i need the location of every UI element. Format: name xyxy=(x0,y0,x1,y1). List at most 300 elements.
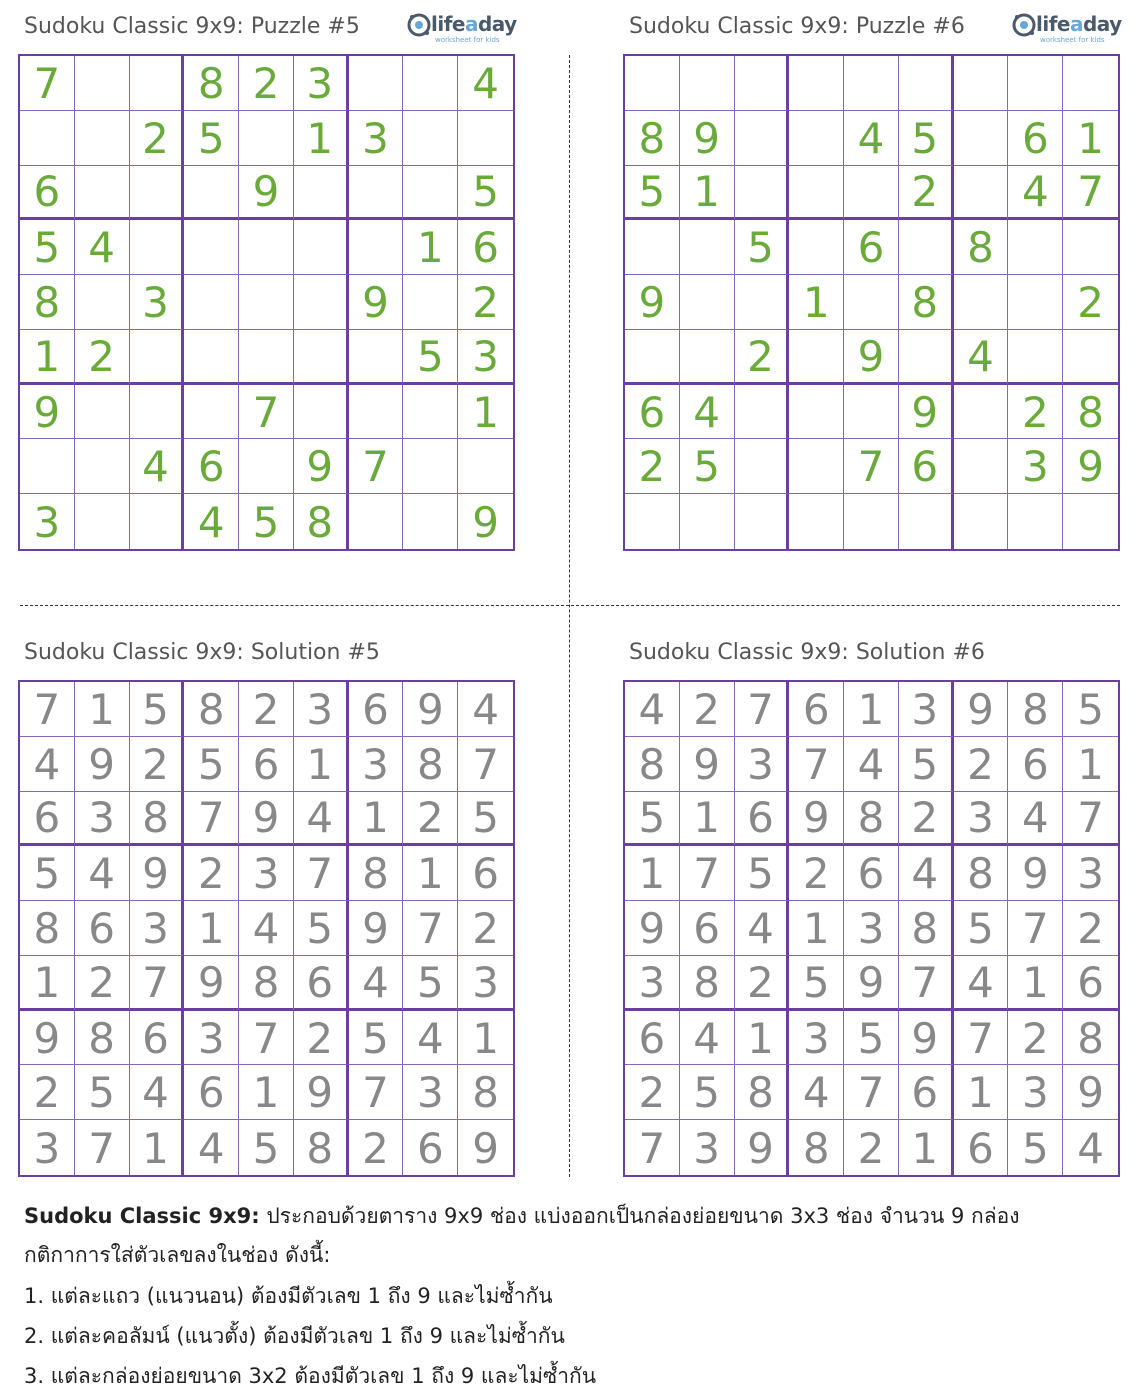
sudoku-cell xyxy=(735,275,790,330)
sudoku-cell: 8 xyxy=(184,56,239,111)
sudoku-cell: 2 xyxy=(294,1011,349,1066)
sudoku-cell: 4 xyxy=(789,1065,844,1120)
logo-tagline: worksheet for kids xyxy=(1040,36,1105,44)
sudoku-cell xyxy=(239,220,294,275)
sudoku-cell: 7 xyxy=(625,1120,680,1175)
sudoku-cell xyxy=(789,56,844,111)
sudoku-cell: 5 xyxy=(20,220,75,275)
sudoku-cell: 5 xyxy=(349,1011,404,1066)
sudoku-cell: 8 xyxy=(789,1120,844,1175)
sudoku-cell: 3 xyxy=(184,1011,239,1066)
sudoku-cell: 5 xyxy=(184,111,239,166)
sudoku-cell: 5 xyxy=(403,330,458,385)
sudoku-cell xyxy=(403,56,458,111)
sudoku-cell: 9 xyxy=(20,1011,75,1066)
sudoku-cell: 1 xyxy=(1063,737,1118,792)
description-heading: Sudoku Classic 9x9: xyxy=(24,1204,260,1228)
sudoku-cell: 1 xyxy=(680,166,735,221)
sudoku-cell xyxy=(130,330,185,385)
sudoku-cell: 7 xyxy=(349,439,404,494)
sudoku-cell: 1 xyxy=(239,1065,294,1120)
sudoku-cell xyxy=(1063,330,1118,385)
sudoku-cell: 9 xyxy=(789,792,844,847)
sudoku-cell: 9 xyxy=(680,111,735,166)
sudoku-cell: 1 xyxy=(75,682,130,737)
sudoku-cell xyxy=(1008,330,1063,385)
sudoku-cell: 9 xyxy=(472,497,499,547)
sudoku-cell: 2 xyxy=(954,737,1009,792)
sudoku-cell: 3 xyxy=(458,330,513,385)
sudoku-cell xyxy=(625,330,680,385)
sudoku-cell: 3 xyxy=(130,275,185,330)
sudoku-cell xyxy=(954,56,1009,111)
sudoku-cell: 1 xyxy=(403,846,458,901)
sudoku-cell: 2 xyxy=(20,1065,75,1120)
sudoku-cell: 5 xyxy=(625,792,680,847)
sudoku-cell: 6 xyxy=(899,439,954,494)
sudoku-cell: 2 xyxy=(1008,385,1063,440)
sudoku-cell: 5 xyxy=(184,737,239,792)
sudoku-cell: 9 xyxy=(899,385,954,440)
sudoku-cell xyxy=(789,439,844,494)
sudoku-cell xyxy=(75,385,130,440)
sudoku-cell: 4 xyxy=(844,111,899,166)
solution-6-grid xyxy=(623,680,1120,1177)
sudoku-cell: 7 xyxy=(844,1065,899,1120)
sudoku-cell: 6 xyxy=(75,901,130,956)
sudoku-cell: 1 xyxy=(899,1120,954,1175)
sudoku-cell xyxy=(954,111,1009,166)
sudoku-cell xyxy=(625,56,680,111)
sudoku-cell xyxy=(789,494,844,549)
sudoku-cell: 1 xyxy=(20,330,75,385)
sudoku-cell: 8 xyxy=(403,737,458,792)
sudoku-cell: 4 xyxy=(680,385,735,440)
puzzle-5-grid xyxy=(18,54,515,551)
sudoku-cell: 5 xyxy=(1008,1120,1063,1175)
sudoku-cell: 8 xyxy=(75,1011,130,1066)
sudoku-cell: 4 xyxy=(458,56,513,111)
sudoku-cell: 3 xyxy=(349,111,404,166)
sudoku-cell: 3 xyxy=(789,1011,844,1066)
sudoku-cell: 7 xyxy=(130,956,185,1011)
sudoku-cell: 2 xyxy=(735,956,790,1011)
sudoku-cell xyxy=(403,385,458,440)
sudoku-cell: 4 xyxy=(130,439,185,494)
sudoku-cell: 1 xyxy=(954,1065,1009,1120)
sudoku-cell: 7 xyxy=(844,439,899,494)
sudoku-cell: 3 xyxy=(75,792,130,847)
sudoku-cell: 3 xyxy=(20,1120,75,1175)
sudoku-cell: 8 xyxy=(1063,1011,1118,1066)
sudoku-cell: 6 xyxy=(458,846,513,901)
sudoku-cell xyxy=(899,330,954,385)
solution-6-title: Sudoku Classic 9x9: Solution #6 xyxy=(629,640,985,665)
sudoku-cell xyxy=(294,330,349,385)
sudoku-cell xyxy=(130,166,185,221)
sudoku-cell: 2 xyxy=(349,1120,404,1175)
sudoku-cell: 9 xyxy=(844,956,899,1011)
sudoku-cell xyxy=(294,166,349,221)
sudoku-cell: 6 xyxy=(789,682,844,737)
sudoku-cell: 1 xyxy=(403,220,458,275)
sudoku-cell: 2 xyxy=(75,956,130,1011)
sudoku-cell: 8 xyxy=(239,956,294,1011)
sudoku-cell: 8 xyxy=(20,901,75,956)
sudoku-cell: 8 xyxy=(680,956,735,1011)
sudoku-cell: 6 xyxy=(458,220,513,275)
sudoku-cell: 2 xyxy=(239,682,294,737)
sudoku-cell xyxy=(294,220,349,275)
sudoku-cell: 6 xyxy=(625,385,680,440)
sudoku-cell: 3 xyxy=(20,494,75,549)
sudoku-cell: 7 xyxy=(680,846,735,901)
sudoku-cell xyxy=(1008,494,1063,549)
sudoku-cell: 6 xyxy=(20,166,75,221)
sudoku-cell: 2 xyxy=(625,1065,680,1120)
sudoku-cell xyxy=(1008,275,1063,330)
rule-1: 1. แต่ละแถว (แนวนอน) ต้องมีตัวเลข 1 ถึง 9 และไม่ซ้ำกัน xyxy=(24,1284,553,1308)
sudoku-cell xyxy=(844,166,899,221)
sudoku-cell xyxy=(130,56,185,111)
solution-5-grid xyxy=(18,680,515,1177)
globe-icon xyxy=(407,12,431,38)
sudoku-cell: 4 xyxy=(184,1120,239,1175)
sudoku-cell: 7 xyxy=(954,1011,1009,1066)
sudoku-cell: 1 xyxy=(844,682,899,737)
sudoku-cell: 3 xyxy=(1008,1065,1063,1120)
sudoku-cell: 2 xyxy=(625,439,680,494)
sudoku-cell xyxy=(294,385,349,440)
sudoku-cell: 9 xyxy=(349,275,404,330)
sudoku-cell xyxy=(625,220,680,275)
sudoku-cell: 8 xyxy=(899,901,954,956)
sudoku-cell: 5 xyxy=(294,901,349,956)
sudoku-cell: 5 xyxy=(625,166,680,221)
sudoku-cell: 8 xyxy=(294,494,349,549)
sudoku-cell: 1 xyxy=(458,385,513,440)
sudoku-cell: 1 xyxy=(184,901,239,956)
sudoku-cell: 9 xyxy=(75,737,130,792)
sudoku-cell: 2 xyxy=(1063,901,1118,956)
sudoku-cell: 6 xyxy=(1063,956,1118,1011)
sudoku-cell: 6 xyxy=(349,682,404,737)
sudoku-cell: 9 xyxy=(625,275,680,330)
sudoku-cell: 7 xyxy=(1063,166,1118,221)
sudoku-cell xyxy=(899,494,954,549)
sudoku-cell: 3 xyxy=(130,901,185,956)
sudoku-cell: 9 xyxy=(1063,439,1118,494)
sudoku-cell: 9 xyxy=(625,901,680,956)
sudoku-cell: 1 xyxy=(1063,111,1118,166)
sudoku-cell: 3 xyxy=(349,737,404,792)
sudoku-cell: 9 xyxy=(184,956,239,1011)
sudoku-cell xyxy=(625,494,680,549)
sudoku-cell: 2 xyxy=(899,792,954,847)
sudoku-cell: 6 xyxy=(844,220,899,275)
sudoku-cell: 1 xyxy=(789,275,844,330)
sudoku-cell xyxy=(735,439,790,494)
sudoku-cell xyxy=(239,111,294,166)
sudoku-cell xyxy=(844,494,899,549)
sudoku-cell: 6 xyxy=(184,1065,239,1120)
sudoku-cell xyxy=(1008,56,1063,111)
sudoku-cell xyxy=(458,439,513,494)
sudoku-cell: 4 xyxy=(75,846,130,901)
sudoku-cell: 6 xyxy=(20,792,75,847)
sudoku-cell xyxy=(954,385,1009,440)
sudoku-cell: 2 xyxy=(680,682,735,737)
sudoku-cell xyxy=(735,166,790,221)
lifeaday-logo-2 xyxy=(1012,12,1122,46)
sudoku-cell: 4 xyxy=(1008,792,1063,847)
sudoku-cell xyxy=(1008,220,1063,275)
sudoku-cell: 8 xyxy=(1008,682,1063,737)
sudoku-cell: 4 xyxy=(294,792,349,847)
sudoku-cell: 9 xyxy=(844,330,899,385)
sudoku-cell: 4 xyxy=(403,1011,458,1066)
sudoku-cell: 9 xyxy=(899,1011,954,1066)
sudoku-cell: 5 xyxy=(130,682,185,737)
sudoku-cell: 5 xyxy=(75,1065,130,1120)
sudoku-cell: 8 xyxy=(294,1120,349,1175)
sudoku-cell xyxy=(954,494,1009,549)
lifeaday-logo xyxy=(407,12,517,46)
sudoku-cell xyxy=(403,439,458,494)
sudoku-cell: 9 xyxy=(349,901,404,956)
sudoku-cell xyxy=(130,220,185,275)
sudoku-cell: 9 xyxy=(403,682,458,737)
sudoku-cell: 8 xyxy=(458,1065,513,1120)
sudoku-cell: 2 xyxy=(130,111,185,166)
sudoku-cell: 4 xyxy=(20,737,75,792)
sudoku-cell xyxy=(789,385,844,440)
sudoku-cell: 7 xyxy=(789,737,844,792)
sudoku-cell: 8 xyxy=(844,792,899,847)
sudoku-cell xyxy=(130,494,185,549)
sudoku-cell: 4 xyxy=(844,737,899,792)
sudoku-cell: 7 xyxy=(239,1011,294,1066)
sudoku-cell xyxy=(184,220,239,275)
sudoku-cell: 7 xyxy=(294,846,349,901)
sudoku-cell: 3 xyxy=(1008,439,1063,494)
sudoku-cell xyxy=(20,439,75,494)
sudoku-cell: 5 xyxy=(1063,682,1118,737)
sudoku-cell: 4 xyxy=(1077,1123,1104,1173)
sudoku-cell: 2 xyxy=(1063,275,1118,330)
sudoku-cell xyxy=(184,385,239,440)
sudoku-cell xyxy=(75,275,130,330)
sudoku-cell: 5 xyxy=(680,1065,735,1120)
sudoku-cell: 1 xyxy=(680,792,735,847)
sudoku-cell xyxy=(239,439,294,494)
sudoku-cell: 7 xyxy=(239,385,294,440)
sudoku-cell: 4 xyxy=(239,901,294,956)
sudoku-cell: 7 xyxy=(184,792,239,847)
sudoku-cell: 6 xyxy=(899,1065,954,1120)
sudoku-cell xyxy=(184,330,239,385)
sudoku-cell: 6 xyxy=(1008,737,1063,792)
sudoku-cell: 4 xyxy=(954,956,1009,1011)
sudoku-cell: 8 xyxy=(625,111,680,166)
sudoku-cell: 8 xyxy=(184,682,239,737)
sudoku-cell: 7 xyxy=(403,901,458,956)
sudoku-cell xyxy=(184,275,239,330)
sudoku-cell: 6 xyxy=(735,792,790,847)
sudoku-cell: 7 xyxy=(349,1065,404,1120)
sudoku-cell: 9 xyxy=(239,792,294,847)
sudoku-cell xyxy=(239,275,294,330)
sudoku-cell: 2 xyxy=(735,330,790,385)
sudoku-cell xyxy=(349,56,404,111)
sudoku-cell: 9 xyxy=(20,385,75,440)
sudoku-cell xyxy=(1063,56,1118,111)
sudoku-cell: 5 xyxy=(735,220,790,275)
sudoku-cell: 9 xyxy=(472,1123,499,1173)
sudoku-cell xyxy=(680,494,735,549)
sudoku-cell xyxy=(349,220,404,275)
sudoku-cell: 3 xyxy=(294,682,349,737)
sudoku-cell: 4 xyxy=(458,682,513,737)
rule-2: 2. แต่ละคอลัมน์ (แนวตั้ง) ต้องมีตัวเลข 1 ถึง 9 และไม่ซ้ำกัน xyxy=(24,1324,565,1348)
sudoku-cell: 4 xyxy=(954,330,1009,385)
sudoku-cell: 8 xyxy=(20,275,75,330)
sudoku-cell: 1 xyxy=(294,111,349,166)
sudoku-cell: 8 xyxy=(899,275,954,330)
sudoku-cell: 4 xyxy=(625,682,680,737)
sudoku-cell: 3 xyxy=(680,1120,735,1175)
sudoku-cell: 5 xyxy=(458,166,513,221)
sudoku-cell: 9 xyxy=(294,1065,349,1120)
sudoku-cell xyxy=(789,330,844,385)
sudoku-cell xyxy=(1063,494,1118,549)
sudoku-cell xyxy=(680,275,735,330)
sudoku-cell: 3 xyxy=(899,682,954,737)
sudoku-cell: 1 xyxy=(625,846,680,901)
sudoku-cell xyxy=(349,330,404,385)
sudoku-cell xyxy=(75,56,130,111)
sudoku-cell: 1 xyxy=(735,1011,790,1066)
sudoku-cell xyxy=(403,275,458,330)
sudoku-cell xyxy=(844,56,899,111)
sudoku-cell: 9 xyxy=(239,166,294,221)
sudoku-cell: 9 xyxy=(954,682,1009,737)
logo-tagline: worksheet for kids xyxy=(435,36,500,44)
sudoku-cell: 3 xyxy=(625,956,680,1011)
sudoku-cell: 4 xyxy=(75,220,130,275)
sudoku-cell: 7 xyxy=(20,682,75,737)
sudoku-cell: 4 xyxy=(349,956,404,1011)
sudoku-cell: 3 xyxy=(735,737,790,792)
puzzle-5-title: Sudoku Classic 9x9: Puzzle #5 xyxy=(24,14,360,39)
sudoku-cell xyxy=(130,385,185,440)
logo-text: lifeaday xyxy=(1036,12,1122,36)
sudoku-cell xyxy=(899,220,954,275)
sudoku-cell xyxy=(403,166,458,221)
sudoku-cell xyxy=(735,494,790,549)
sudoku-cell: 5 xyxy=(20,846,75,901)
sudoku-cell: 2 xyxy=(458,901,513,956)
horizontal-cut-line xyxy=(20,605,1120,606)
sudoku-cell: 9 xyxy=(1008,846,1063,901)
puzzle-6-title: Sudoku Classic 9x9: Puzzle #6 xyxy=(629,14,965,39)
sudoku-cell: 8 xyxy=(1063,385,1118,440)
sudoku-cell: 3 xyxy=(239,846,294,901)
sudoku-cell: 2 xyxy=(844,1120,899,1175)
sudoku-cell: 4 xyxy=(680,1011,735,1066)
sudoku-cell xyxy=(403,111,458,166)
sudoku-cell: 4 xyxy=(1008,166,1063,221)
sudoku-cell xyxy=(844,385,899,440)
sudoku-cell xyxy=(789,111,844,166)
sudoku-cell xyxy=(789,220,844,275)
sudoku-cell: 5 xyxy=(680,439,735,494)
sudoku-cell xyxy=(75,439,130,494)
sudoku-cell: 5 xyxy=(844,1011,899,1066)
sudoku-cell: 1 xyxy=(20,956,75,1011)
sudoku-cell xyxy=(349,494,404,549)
sudoku-cell xyxy=(349,385,404,440)
sudoku-cell xyxy=(75,111,130,166)
sudoku-cell: 8 xyxy=(954,220,1009,275)
sudoku-cell: 7 xyxy=(1063,792,1118,847)
description-intro-2: กติกาการใส่ตัวเลขลงในช่อง ดังนี้: xyxy=(24,1243,331,1267)
sudoku-cell: 2 xyxy=(403,792,458,847)
sudoku-cell: 6 xyxy=(954,1120,1009,1175)
sudoku-cell: 9 xyxy=(680,737,735,792)
sudoku-cell xyxy=(458,111,513,166)
sudoku-cell: 2 xyxy=(1008,1011,1063,1066)
sudoku-cell: 8 xyxy=(735,1065,790,1120)
logo-text: lifeaday xyxy=(431,12,517,36)
sudoku-cell: 1 xyxy=(1008,956,1063,1011)
sudoku-cell: 1 xyxy=(458,1011,513,1066)
sudoku-cell: 5 xyxy=(954,901,1009,956)
sudoku-cell xyxy=(349,166,404,221)
sudoku-cell: 2 xyxy=(899,166,954,221)
sudoku-cell xyxy=(680,56,735,111)
sudoku-cell: 5 xyxy=(899,111,954,166)
sudoku-cell: 3 xyxy=(1063,846,1118,901)
sudoku-cell xyxy=(680,220,735,275)
sudoku-cell: 7 xyxy=(735,682,790,737)
sudoku-cell: 2 xyxy=(458,275,513,330)
sudoku-cell: 9 xyxy=(735,1120,790,1175)
sudoku-cell: 6 xyxy=(239,737,294,792)
sudoku-cell: 6 xyxy=(130,1011,185,1066)
sudoku-cell: 7 xyxy=(458,737,513,792)
sudoku-cell: 6 xyxy=(625,1011,680,1066)
sudoku-cell: 7 xyxy=(1008,901,1063,956)
sudoku-cell: 3 xyxy=(403,1065,458,1120)
sudoku-cell: 6 xyxy=(680,901,735,956)
sudoku-cell xyxy=(789,166,844,221)
sudoku-cell: 7 xyxy=(20,56,75,111)
sudoku-cell: 7 xyxy=(75,1120,130,1175)
sudoku-cell: 4 xyxy=(184,494,239,549)
sudoku-cell xyxy=(239,330,294,385)
sudoku-cell xyxy=(735,385,790,440)
description-intro: Sudoku Classic 9x9: ประกอบด้วยตาราง 9x9 ช่อง แบ่งออกเป็นกล่องย่อยขนาด 3x3 ช่อง จำนวน 9 กล่อง xyxy=(24,1204,1020,1228)
sudoku-cell: 4 xyxy=(735,901,790,956)
sudoku-cell: 2 xyxy=(789,846,844,901)
sudoku-cell: 5 xyxy=(735,846,790,901)
sudoku-cell xyxy=(20,111,75,166)
sudoku-cell xyxy=(184,166,239,221)
sudoku-cell: 5 xyxy=(458,792,513,847)
sudoku-cell: 6 xyxy=(844,846,899,901)
sudoku-cell xyxy=(954,275,1009,330)
